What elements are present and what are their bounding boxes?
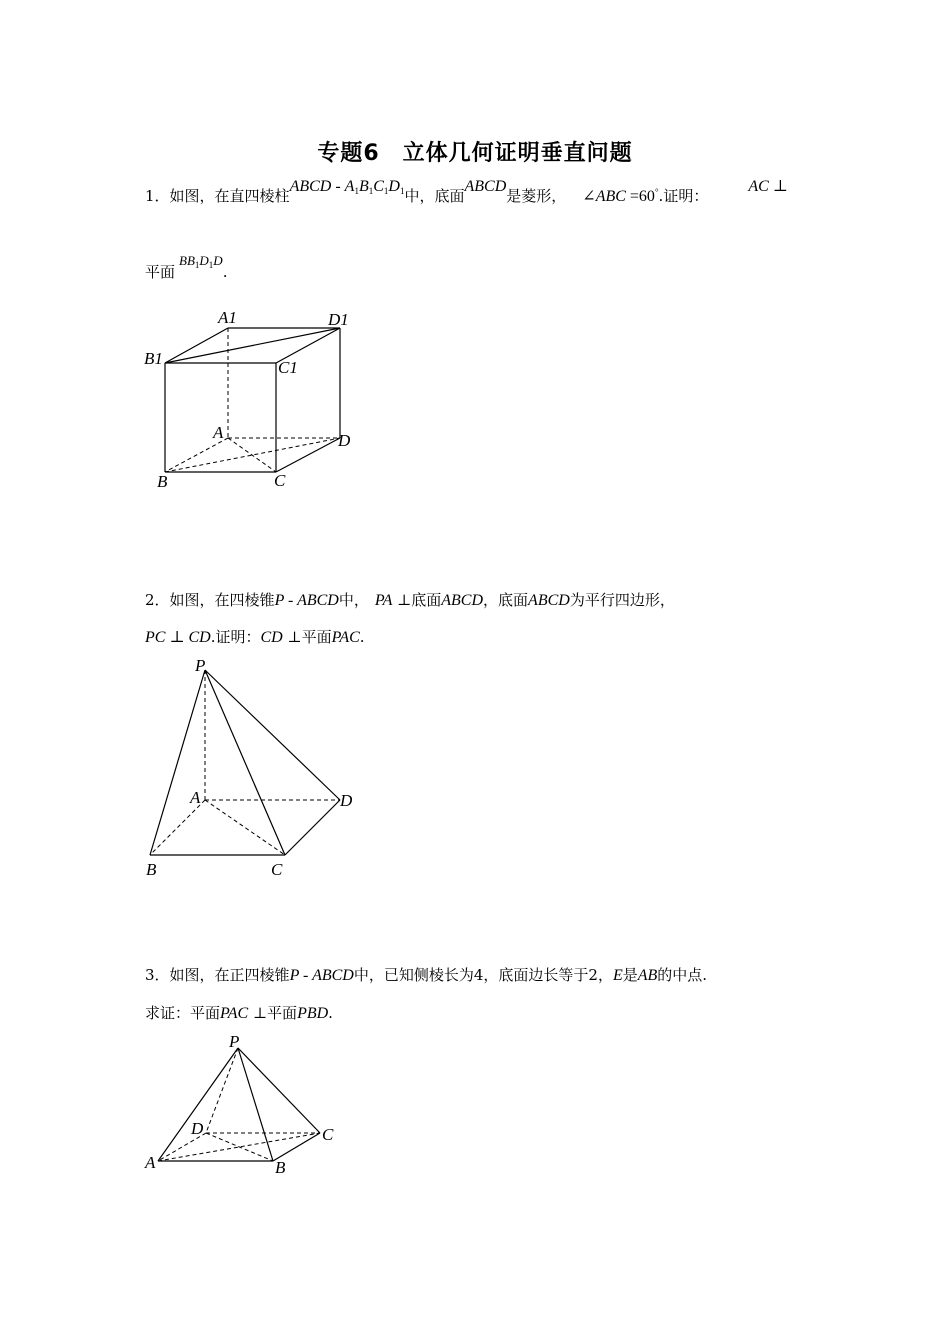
q2-text-3: 底面 bbox=[411, 591, 442, 609]
fig3-label-A: A bbox=[145, 1153, 156, 1172]
question-1-line-1 bbox=[145, 178, 788, 211]
q1-prism: ABCD - $A_1B_1C_1D_1$ bbox=[289, 178, 405, 196]
q2-text-6: .证明： bbox=[210, 628, 261, 646]
q3-text-1: 如图，在正四棱锥 bbox=[169, 966, 290, 984]
fig2-label-P: P bbox=[195, 656, 206, 675]
fig3-label-C: C bbox=[322, 1125, 334, 1144]
page-title: 专题6 立体几何证明垂直问题 bbox=[317, 141, 633, 166]
q1-angle: ∠ABC =60° bbox=[582, 187, 659, 205]
q3-text-4: 的中点. bbox=[657, 966, 708, 984]
q3-number: 3． bbox=[145, 966, 170, 984]
q3-text-5: 求证：平面 bbox=[145, 1004, 221, 1022]
question-1-line-2 bbox=[145, 253, 228, 287]
q2-perp-1: ⊥ bbox=[392, 591, 412, 609]
q1-text-2: 中，底面 bbox=[404, 187, 465, 205]
q3-perp: ⊥ bbox=[248, 1004, 268, 1022]
fig2-label-A: A bbox=[190, 788, 201, 807]
fig2-label-D: D bbox=[340, 791, 353, 810]
q1-plane: $BB_1D_1D$ bbox=[179, 253, 223, 270]
fig2-label-B: B bbox=[146, 860, 157, 879]
q1-base: ABCD bbox=[464, 178, 507, 195]
q1-text-1: 如图，在直四棱柱 bbox=[169, 187, 290, 205]
q2-perp-2: ⊥ bbox=[282, 628, 302, 646]
fig3-label-B: B bbox=[275, 1158, 286, 1177]
fig1-label-A1: A1 bbox=[218, 308, 237, 327]
q2-pac: PAC bbox=[331, 629, 360, 646]
question-3-line-2 bbox=[145, 1003, 333, 1024]
figure-2-pyramid bbox=[140, 655, 370, 885]
q2-text-7: 平面 bbox=[301, 628, 332, 646]
q2-number: 2． bbox=[145, 591, 170, 609]
q1-text-4: .证明： bbox=[658, 187, 709, 205]
q2-pa: PA bbox=[374, 592, 393, 609]
q3-pyramid: P - ABCD bbox=[289, 967, 354, 984]
q2-base-1: ABCD bbox=[441, 592, 484, 609]
fig1-label-B1: B1 bbox=[144, 349, 163, 368]
q3-e: E bbox=[612, 967, 623, 984]
q3-ab: AB bbox=[637, 967, 658, 984]
q1-ac-perp: AC ⊥ bbox=[748, 178, 788, 195]
fig2-label-C: C bbox=[271, 860, 283, 879]
q3-text-2: 中，已知侧棱长为4，底面边长等于2， bbox=[353, 966, 613, 984]
q2-text-5: 为平行四边形， bbox=[569, 591, 675, 609]
q2-text-1: 如图，在四棱锥 bbox=[169, 591, 275, 609]
figure-3-regular-pyramid bbox=[140, 1030, 350, 1180]
figure-1-prism bbox=[140, 300, 370, 500]
question-3-line-1 bbox=[145, 965, 707, 986]
q1-text-5: 平面 bbox=[145, 263, 176, 281]
fig1-label-B: B bbox=[157, 472, 168, 491]
q1-text-3: 是菱形， bbox=[506, 187, 567, 205]
question-2-line-1 bbox=[145, 590, 675, 611]
q2-pc-cd: PC ⊥ CD bbox=[145, 629, 211, 646]
q2-pyramid: P - ABCD bbox=[274, 592, 339, 609]
q1-period: . bbox=[222, 263, 228, 281]
q3-pac: PAC bbox=[220, 1005, 249, 1022]
question-2-line-2 bbox=[145, 627, 365, 648]
fig1-label-C: C bbox=[274, 471, 286, 490]
q1-number: 1． bbox=[145, 187, 170, 205]
q3-period: . bbox=[328, 1004, 333, 1022]
q2-period: . bbox=[359, 628, 365, 646]
q3-text-3: 是 bbox=[622, 966, 638, 984]
q2-base-2: ABCD bbox=[528, 592, 570, 609]
fig1-label-D1: D1 bbox=[328, 310, 349, 329]
fig3-label-D: D bbox=[191, 1119, 204, 1138]
fig1-label-D: D bbox=[338, 431, 351, 450]
q3-pbd: PBD bbox=[297, 1005, 329, 1022]
fig3-label-P: P bbox=[229, 1032, 240, 1051]
q2-text-4: ，底面 bbox=[483, 591, 529, 609]
fig1-label-A: A bbox=[213, 423, 224, 442]
q2-text-2: 中， bbox=[338, 591, 369, 609]
fig1-label-C1: C1 bbox=[278, 358, 298, 377]
q3-text-6: 平面 bbox=[267, 1004, 298, 1022]
q2-cd: CD bbox=[260, 629, 283, 646]
